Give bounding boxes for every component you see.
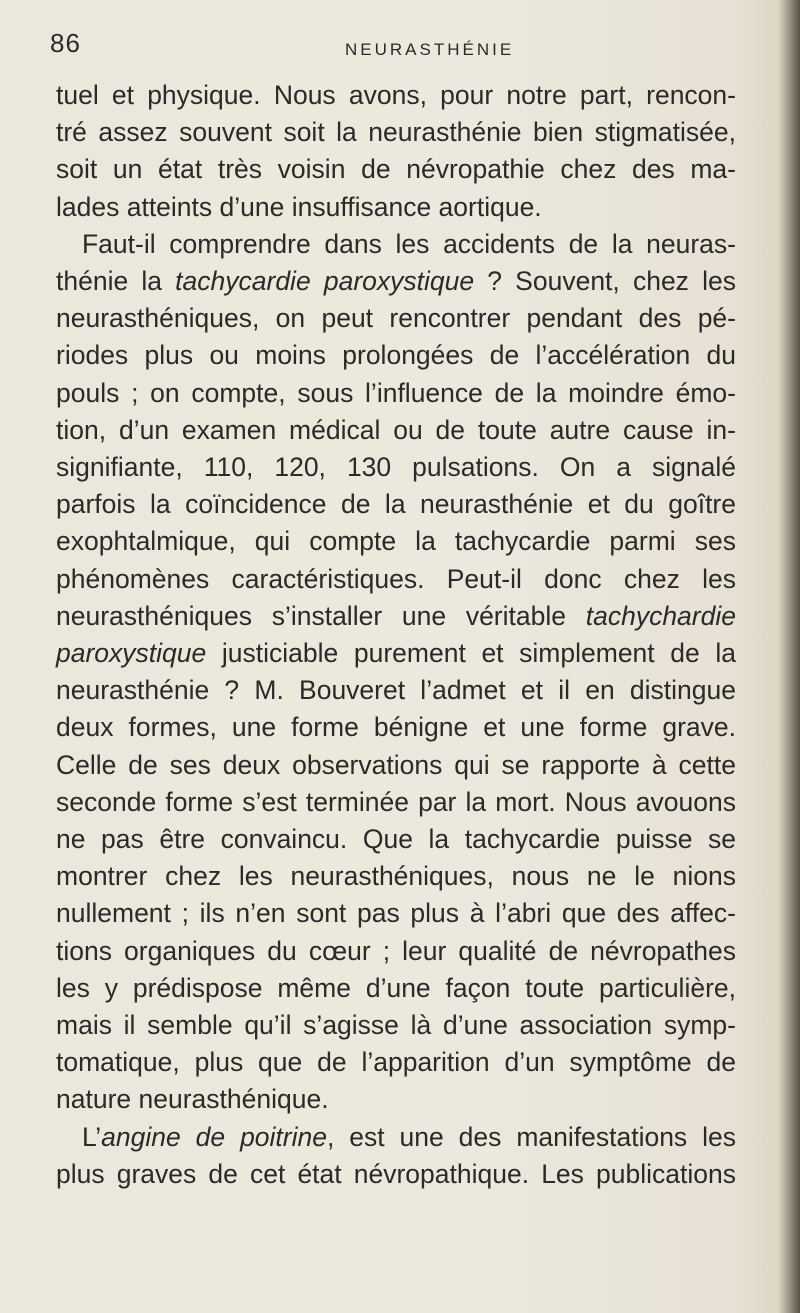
text-line [56, 747, 736, 784]
text-segment: tomatique, plus que de l’apparition d’un symptôme de [56, 1047, 736, 1078]
text-line [56, 821, 736, 858]
text-line [56, 784, 736, 821]
text-segment: phénomènes caractéristiques. Peut-il donc chez les [56, 563, 736, 594]
text-line [56, 1044, 736, 1081]
text-segment: neurasthénie ? M. Bouveret l’admet et il en distingue [56, 675, 736, 706]
text-segment: mais il semble qu’il s’agisse là d’une association symp- [56, 1010, 736, 1041]
text-line [56, 486, 736, 523]
text-segment: riodes plus ou moins prolongées de l’accélération du [56, 340, 736, 371]
text-line [56, 895, 736, 932]
text-segment: exophtalmique, qui compte la tachycardie parmi ses [56, 526, 736, 557]
running-head: NEURASTHÉNIE [345, 40, 515, 59]
text-line [56, 1119, 736, 1156]
text-segment: justiciable purement et simplement de la [206, 638, 736, 669]
text-segment: tion, d’un examen médical ou de toute autre cause in- [56, 414, 736, 445]
text-line [56, 598, 736, 635]
text-line [56, 114, 736, 151]
text-line [56, 151, 736, 188]
text-segment: parfois la coïncidence de la neurasthénie et du goître [56, 489, 736, 520]
text-segment: Celle de ses deux observations qui se rapporte à cette [56, 749, 736, 780]
text-line [56, 1156, 736, 1193]
text-segment: deux formes, une forme bénigne et une forme grave. [56, 712, 736, 743]
text-line [56, 300, 736, 337]
text-line [56, 1081, 736, 1118]
text-line [56, 1007, 736, 1044]
text-line [56, 709, 736, 746]
text-segment: les y prédispose même d’une façon toute particulière, [56, 972, 736, 1003]
text-segment: soit un état très voisin de névropathie chez des ma- [56, 154, 736, 185]
text-segment: neurasthéniques s’installer une véritable [56, 600, 586, 631]
text-line [56, 263, 736, 300]
text-line [56, 672, 736, 709]
text-segment: nullement ; ils n’en sont pas plus à l’abri que des affec- [56, 898, 736, 929]
text-segment: pouls ; on compte, sous l’influence de la moindre émo- [56, 377, 736, 408]
text-segment: tions organiques du cœur ; leur qualité de névropathes [56, 935, 736, 966]
text-line [56, 412, 736, 449]
italic-text: paroxystique [56, 638, 207, 669]
text-line [56, 226, 736, 263]
italic-text: tachychardie [585, 600, 736, 631]
text-segment: L’ [82, 1121, 102, 1152]
page-edge-shadow [778, 0, 800, 1313]
text-segment: ne pas être convaincu. Que la tachycardie puisse se [56, 824, 736, 855]
text-line [56, 858, 736, 895]
text-segment: tuel et physique. Nous avons, pour notre part, rencon- [56, 80, 736, 110]
text-segment: montrer chez les neurasthéniques, nous ne le nions [56, 861, 736, 892]
body-text [56, 77, 736, 1193]
text-line [56, 933, 736, 970]
page-number: 86 [50, 28, 81, 58]
text-line [56, 77, 736, 114]
text-segment: thénie la [56, 266, 176, 297]
text-line [56, 337, 736, 374]
text-line [56, 561, 736, 598]
text-segment: lades atteints d’une insuffisance aortique. [56, 191, 542, 222]
text-segment: , est une des manifestations les [326, 1121, 736, 1152]
text-line [56, 189, 736, 226]
text-segment: seconde forme s’est terminée par la mort. Nous avouons [56, 786, 736, 817]
text-line [56, 635, 736, 672]
text-segment: nature neurasthénique. [56, 1084, 329, 1115]
text-segment: ? Souvent, chez les [474, 266, 736, 297]
text-line [56, 449, 736, 486]
text-line [56, 375, 736, 412]
text-segment: tré assez souvent soit la neurasthénie bien stigmatisée, [56, 117, 736, 148]
text-segment: neurasthéniques, on peut rencontrer pendant des pé- [56, 303, 736, 334]
text-segment: signifiante, 110, 120, 130 pulsations. On a signalé [56, 452, 736, 483]
italic-text: angine de poitrine [101, 1121, 327, 1152]
text-segment: plus graves de cet état névropathique. Les publications [56, 1158, 736, 1189]
text-line [56, 970, 736, 1007]
italic-text: tachycardie paroxystique [175, 266, 475, 297]
text-segment: Faut-il comprendre dans les accidents de la neuras- [82, 228, 736, 259]
text-line [56, 523, 736, 560]
